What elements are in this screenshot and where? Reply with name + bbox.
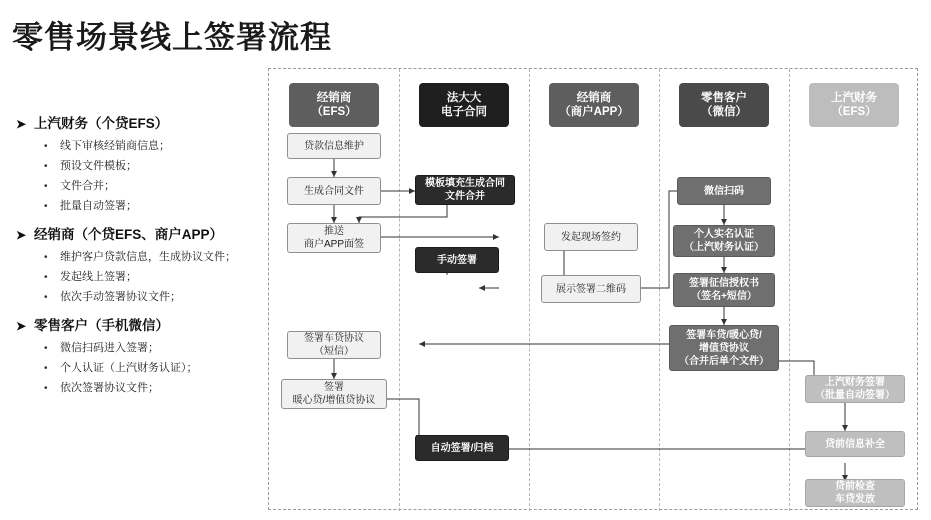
lane-divider: [529, 69, 530, 511]
node-line: 签署车贷协议: [304, 333, 364, 344]
bullet-item: [14, 341, 264, 356]
bullet-group-heading-3-label: 零售客户（手机微信）: [34, 318, 169, 333]
dot-bullet-icon: •: [44, 181, 48, 192]
bullet-item: [14, 179, 264, 194]
node-generate-contract-file[interactable]: [287, 177, 381, 205]
node-line: 车贷发放: [835, 494, 875, 505]
dot-bullet-icon: •: [44, 272, 48, 283]
node-saic-finance-batch-sign[interactable]: [805, 375, 905, 403]
spacer: [14, 219, 264, 226]
dot-bullet-icon: •: [44, 292, 48, 303]
node-push-merchant-app-signing[interactable]: [287, 223, 381, 253]
bullet-item-label: 维护客户贷款信息，生成协议文件；: [60, 251, 236, 263]
bullet-item-label: 发起线上签署；: [60, 271, 137, 283]
node-line: 贷前信息补全: [825, 438, 885, 450]
node-line: 签署: [324, 382, 344, 393]
node-line: 发起现场签约: [561, 231, 621, 243]
bullet-item: [14, 250, 264, 265]
lane-header-retail-customer: [679, 83, 769, 127]
spacer: [14, 310, 264, 317]
dot-bullet-icon: •: [44, 161, 48, 172]
bullet-item-label: 文件合并；: [60, 180, 115, 192]
node-line: 模板填充生成合同: [425, 178, 505, 189]
node-line: （短信）: [314, 346, 354, 357]
node-template-fill-merge[interactable]: [415, 175, 515, 205]
lane-header-dealer-efs: [289, 83, 379, 127]
lane-header-line1: 法大大: [446, 92, 482, 104]
node-auto-sign-archive[interactable]: [415, 435, 509, 461]
node-show-signing-qr-code[interactable]: [541, 275, 641, 303]
node-line: 商户APP面签: [303, 239, 364, 250]
node-line: 个人实名认证: [694, 229, 754, 240]
node-line: 手动签署: [437, 254, 477, 266]
node-line: 上汽财务签署: [825, 377, 885, 388]
node-wechat-scan[interactable]: [677, 177, 771, 205]
node-sign-merged-loan-agreements[interactable]: [669, 325, 779, 371]
lane-header-line1: 经销商: [576, 92, 612, 104]
node-sign-car-loan-agreement[interactable]: [287, 331, 381, 359]
node-line: （批量自动签署）: [815, 390, 895, 401]
bullet-item-label: 批量自动签署；: [60, 200, 137, 212]
node-line: 签署征信授权书: [689, 278, 759, 289]
lane-divider: [399, 69, 400, 511]
node-manual-sign[interactable]: [415, 247, 499, 273]
bullet-group-heading-1-label: 上汽财务（个贷EFS）: [34, 116, 169, 131]
node-line: 生成合同文件: [304, 185, 364, 197]
node-initiate-onsite-signing[interactable]: [544, 223, 638, 251]
node-loan-info-maintenance[interactable]: [287, 133, 381, 159]
bullet-item: [14, 270, 264, 285]
bullet-group-heading-3: [14, 317, 264, 335]
bullet-item-label: 依次签署协议文件；: [60, 382, 159, 394]
node-line: 贷款信息维护: [304, 140, 364, 152]
dot-bullet-icon: •: [44, 383, 48, 394]
lane-divider: [659, 69, 660, 511]
node-line: 自动签署/归档: [430, 442, 494, 454]
bullet-item-label: 依次手动签署协议文件；: [60, 291, 181, 303]
lane-header-line2: （EFS）: [311, 106, 357, 118]
node-line: 签署车贷/暖心贷/: [686, 329, 762, 341]
bullet-group-heading-1: [14, 115, 264, 133]
bullet-item: [14, 199, 264, 214]
node-line: 文件合并: [445, 191, 485, 202]
lane-header-line2: （微信）: [701, 106, 747, 118]
page-title: 零售场景线上签署流程: [12, 20, 332, 55]
node-line: 暖心贷/增值贷协议: [292, 395, 376, 406]
lane-divider: [789, 69, 790, 511]
node-pre-loan-check-disbursement[interactable]: [805, 479, 905, 507]
dot-bullet-icon: •: [44, 252, 48, 263]
dot-bullet-icon: •: [44, 343, 48, 354]
node-line: （合并后单个文件）: [679, 355, 769, 367]
bullet-item: [14, 290, 264, 305]
node-line: 贷前检查: [835, 481, 875, 492]
bullet-item-label: 个人认证（上汽财务认证）；: [60, 362, 198, 374]
node-personal-real-name-auth[interactable]: [673, 225, 775, 257]
node-pre-loan-info-completion[interactable]: [805, 431, 905, 457]
node-line: 推送: [324, 226, 344, 237]
arrow-bullet-icon: ➤: [16, 117, 27, 131]
bullet-item: [14, 139, 264, 154]
node-line: 微信扫码: [704, 185, 744, 197]
dot-bullet-icon: •: [44, 201, 48, 212]
node-line: （上汽财务认证）: [684, 242, 764, 253]
bullet-item-label: 预设文件模板；: [60, 160, 137, 172]
bullet-group-heading-2-label: 经销商（个贷EFS、商户APP）: [34, 227, 224, 242]
bullet-item: [14, 159, 264, 174]
bullet-item-label: 微信扫码进入签署；: [60, 342, 159, 354]
node-line: 增值贷协议: [699, 342, 749, 354]
lane-header-saic-finance: [809, 83, 899, 127]
lane-header-line2: （商户APP）: [559, 106, 629, 118]
lane-header-dealer-app: [549, 83, 639, 127]
node-sign-credit-authorization[interactable]: [673, 273, 775, 307]
bullet-group-heading-2: [14, 226, 264, 244]
dot-bullet-icon: •: [44, 141, 48, 152]
dot-bullet-icon: •: [44, 363, 48, 374]
lane-header-fadada: [419, 83, 509, 127]
arrow-bullet-icon: ➤: [16, 228, 27, 242]
lane-header-line1: 上汽财务: [831, 92, 877, 104]
left-bullet-panel: [14, 115, 264, 401]
lane-header-line1: 零售客户: [701, 92, 747, 104]
node-sign-warm-value-loan-agreement[interactable]: [281, 379, 387, 409]
flow-diagram: [268, 68, 918, 510]
node-line: 展示签署二维码: [556, 283, 626, 295]
bullet-item-label: 线下审核经销商信息；: [60, 140, 170, 152]
node-line: （签名+短信）: [691, 291, 757, 302]
bullet-item: [14, 361, 264, 376]
lane-header-line2: （EFS）: [831, 106, 877, 118]
lane-header-line2: 电子合同: [441, 106, 487, 118]
lane-header-line1: 经销商: [316, 92, 352, 104]
bullet-item: [14, 381, 264, 396]
arrow-bullet-icon: ➤: [16, 319, 27, 333]
